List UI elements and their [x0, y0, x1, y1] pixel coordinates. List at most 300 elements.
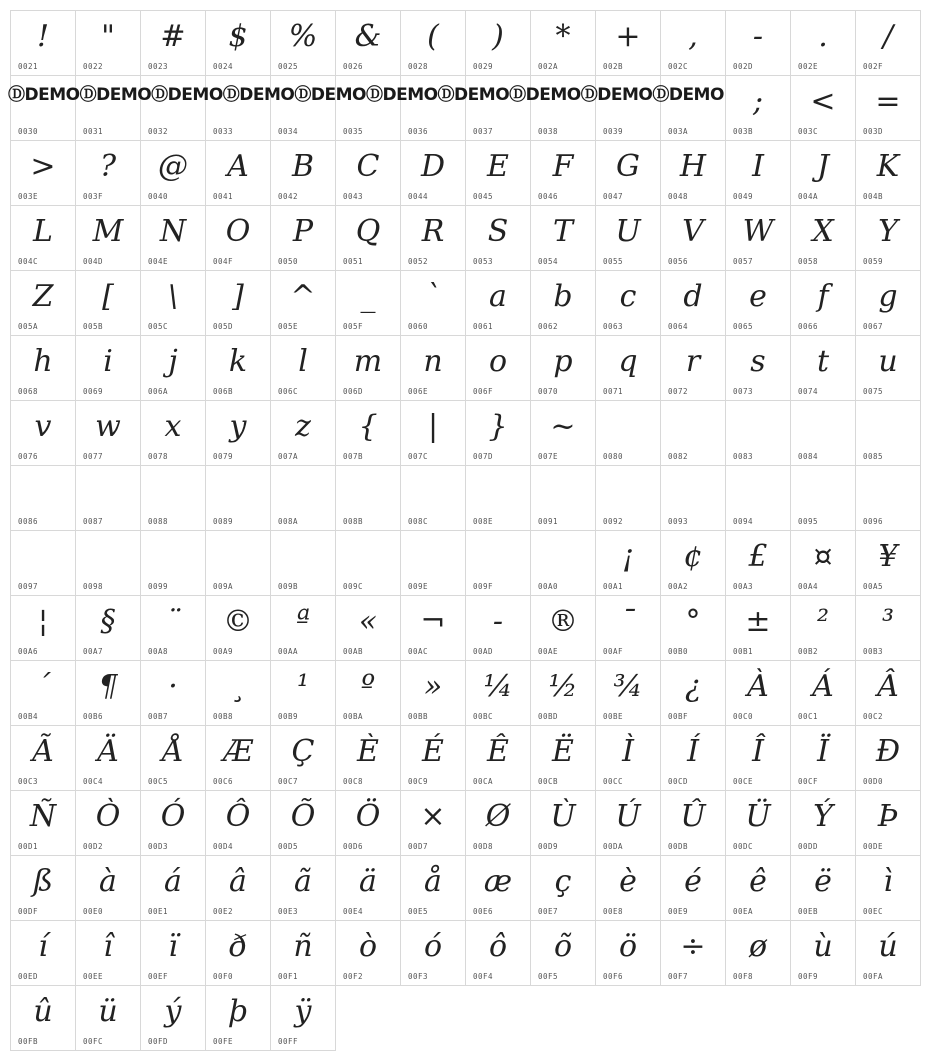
- glyph-codepoint: 00B1: [733, 647, 754, 656]
- glyph-sample: Q: [355, 214, 381, 249]
- glyph-cell: [725, 140, 791, 206]
- glyph-codepoint: 0065: [733, 322, 754, 331]
- glyph-sample: \: [167, 279, 179, 314]
- glyph-sample: r: [685, 344, 701, 379]
- glyph-codepoint: 00DF: [18, 907, 39, 916]
- glyph-cell: [205, 335, 271, 401]
- glyph-cell: [270, 75, 336, 141]
- glyph-codepoint: 0041: [213, 192, 234, 201]
- glyph-codepoint: 0076: [18, 452, 39, 461]
- glyph-cell: [75, 75, 141, 141]
- glyph-cell: [660, 530, 726, 596]
- glyph-cell: [465, 725, 531, 791]
- glyph-cell: [595, 75, 661, 141]
- glyph-cell: [10, 985, 76, 1051]
- glyph-sample: D: [420, 149, 446, 184]
- glyph-sample: A: [227, 149, 249, 184]
- glyph-cell: [855, 75, 921, 141]
- glyph-cell: [205, 465, 271, 531]
- glyph-cell: [140, 205, 206, 271]
- glyph-codepoint: 0037: [473, 127, 494, 136]
- glyph-codepoint: 0083: [733, 452, 754, 461]
- glyph-codepoint: 0049: [733, 192, 754, 201]
- glyph-cell: [335, 465, 401, 531]
- glyph-cell: [790, 660, 856, 726]
- glyph-sample: t: [816, 344, 830, 379]
- glyph-codepoint: 0023: [148, 62, 169, 71]
- glyph-cell: [270, 660, 336, 726]
- glyph-cell: [465, 140, 531, 206]
- glyph-cell: [75, 140, 141, 206]
- glyph-codepoint: 0096: [863, 517, 884, 526]
- glyph-codepoint: 003E: [18, 192, 39, 201]
- glyph-cell: [530, 725, 596, 791]
- glyph-sample: Ã: [32, 734, 54, 769]
- glyph-cell: [725, 530, 791, 596]
- glyph-sample: h: [33, 344, 53, 379]
- glyph-cell: [335, 335, 401, 401]
- glyph-sample: Ï: [817, 734, 829, 769]
- glyph-sample: £: [748, 539, 768, 574]
- glyph-codepoint: 00C0: [733, 712, 754, 721]
- glyph-sample: »: [423, 669, 443, 704]
- glyph-codepoint: 0068: [18, 387, 39, 396]
- glyph-sample: ç: [554, 864, 572, 899]
- glyph-cell: [790, 530, 856, 596]
- glyph-codepoint: 00D4: [213, 842, 234, 851]
- glyph-codepoint: 0072: [668, 387, 689, 396]
- glyph-codepoint: 007E: [538, 452, 559, 461]
- glyph-cell: [335, 400, 401, 466]
- glyph-cell: [595, 660, 661, 726]
- glyph-sample: c: [619, 279, 637, 314]
- glyph-sample: à: [99, 864, 117, 899]
- glyph-codepoint: 0066: [798, 322, 819, 331]
- glyph-cell: [465, 530, 531, 596]
- glyph-codepoint: 0085: [863, 452, 884, 461]
- glyph-cell: [660, 595, 726, 661]
- glyph-cell: [790, 725, 856, 791]
- glyph-sample: Ñ: [29, 799, 57, 834]
- glyph-codepoint: 0080: [603, 452, 624, 461]
- glyph-sample: l: [298, 344, 308, 379]
- glyph-cell: [205, 595, 271, 661]
- glyph-sample: b: [553, 279, 573, 314]
- glyph-sample: N: [159, 214, 187, 249]
- glyph-cell: [595, 855, 661, 921]
- glyph-codepoint: 00FB: [18, 1037, 39, 1046]
- glyph-cell: [335, 205, 401, 271]
- glyph-codepoint: 00D2: [83, 842, 104, 851]
- glyph-cell: [140, 920, 206, 986]
- glyph-sample: Ü: [745, 799, 771, 834]
- glyph-codepoint: 00A6: [18, 647, 39, 656]
- glyph-cell: [465, 920, 531, 986]
- glyph-codepoint: 0044: [408, 192, 429, 201]
- glyph-cell: [10, 10, 76, 76]
- glyph-codepoint: 00FC: [83, 1037, 104, 1046]
- glyph-cell: [400, 595, 466, 661]
- glyph-codepoint: 00BB: [408, 712, 429, 721]
- glyph-cell: [855, 205, 921, 271]
- glyph-codepoint: 006F: [473, 387, 494, 396]
- glyph-sample: Ý: [813, 799, 833, 834]
- glyph-codepoint: 005F: [343, 322, 364, 331]
- glyph-codepoint: 002C: [668, 62, 689, 71]
- glyph-sample: Û: [680, 799, 706, 834]
- glyph-sample: É: [422, 734, 444, 769]
- glyph-cell: [465, 205, 531, 271]
- glyph-cell: [465, 595, 531, 661]
- glyph-cell: [10, 140, 76, 206]
- glyph-cell: [205, 75, 271, 141]
- glyph-sample: v: [34, 409, 52, 444]
- glyph-codepoint: 00A4: [798, 582, 819, 591]
- glyph-codepoint: 00F6: [603, 972, 624, 981]
- glyph-cell: [75, 725, 141, 791]
- glyph-sample: X: [812, 214, 834, 249]
- glyph-sample: Î: [752, 734, 764, 769]
- glyph-codepoint: 003F: [83, 192, 104, 201]
- glyph-codepoint: 0053: [473, 257, 494, 266]
- glyph-cell: [270, 10, 336, 76]
- glyph-cell: [855, 140, 921, 206]
- glyph-codepoint: 00DE: [863, 842, 884, 851]
- glyph-sample: ¹: [296, 669, 310, 704]
- glyph-cell: [465, 10, 531, 76]
- glyph-codepoint: 00E7: [538, 907, 559, 916]
- glyph-sample: ö: [618, 929, 638, 964]
- glyph-codepoint: 00B3: [863, 647, 884, 656]
- glyph-codepoint: 0025: [278, 62, 299, 71]
- glyph-cell: [790, 335, 856, 401]
- glyph-codepoint: 00C8: [343, 777, 364, 786]
- glyph-cell: [10, 75, 76, 141]
- glyph-sample: ¿: [684, 669, 702, 704]
- glyph-cell: [530, 335, 596, 401]
- glyph-sample: a: [489, 279, 507, 314]
- glyph-sample: T: [552, 214, 573, 249]
- glyph-cell: [335, 920, 401, 986]
- glyph-sample: k: [228, 344, 248, 379]
- glyph-cell: [595, 205, 661, 271]
- glyph-codepoint: 003B: [733, 127, 754, 136]
- glyph-codepoint: 0061: [473, 322, 494, 331]
- glyph-codepoint: 007B: [343, 452, 364, 461]
- glyph-sample: È: [357, 734, 379, 769]
- glyph-sample: å: [424, 864, 442, 899]
- glyph-cell: [205, 660, 271, 726]
- glyph-sample: §: [100, 604, 116, 639]
- glyph-sample: I: [752, 149, 764, 184]
- glyph-codepoint: 00E4: [343, 907, 364, 916]
- glyph-sample: ¸: [230, 669, 246, 704]
- glyph-codepoint: 00D9: [538, 842, 559, 851]
- glyph-sample: Ö: [355, 799, 381, 834]
- glyph-sample: ì: [883, 864, 893, 899]
- glyph-cell: [75, 660, 141, 726]
- glyph-cell: [660, 725, 726, 791]
- glyph-sample: *: [555, 19, 571, 54]
- glyph-sample: ´: [35, 669, 51, 704]
- glyph-codepoint: 0070: [538, 387, 559, 396]
- glyph-codepoint: 0071: [603, 387, 624, 396]
- glyph-sample: ü: [98, 994, 118, 1029]
- glyph-cell: [10, 270, 76, 336]
- glyph-cell: [140, 595, 206, 661]
- glyph-codepoint: 005B: [83, 322, 104, 331]
- glyph-sample: B: [291, 149, 315, 184]
- glyph-codepoint: 00AF: [603, 647, 624, 656]
- glyph-sample: Ì: [622, 734, 634, 769]
- glyph-codepoint: 0038: [538, 127, 559, 136]
- glyph-codepoint: 0026: [343, 62, 364, 71]
- glyph-cell: [660, 855, 726, 921]
- glyph-cell: [10, 855, 76, 921]
- glyph-codepoint: 00A2: [668, 582, 689, 591]
- glyph-codepoint: 00AE: [538, 647, 559, 656]
- glyph-codepoint: 00D3: [148, 842, 169, 851]
- glyph-codepoint: 0079: [213, 452, 234, 461]
- glyph-codepoint: 0062: [538, 322, 559, 331]
- glyph-codepoint: 00E0: [83, 907, 104, 916]
- glyph-codepoint: 003D: [863, 127, 884, 136]
- glyph-codepoint: 0052: [408, 257, 429, 266]
- glyph-cell: [75, 270, 141, 336]
- glyph-sample: ª: [295, 604, 311, 639]
- glyph-codepoint: 0094: [733, 517, 754, 526]
- glyph-sample: x: [164, 409, 182, 444]
- glyph-sample: S: [487, 214, 509, 249]
- glyph-sample: `: [425, 279, 441, 314]
- glyph-cell: [75, 920, 141, 986]
- glyph-codepoint: 0063: [603, 322, 624, 331]
- glyph-codepoint: 0077: [83, 452, 104, 461]
- glyph-sample: U: [615, 214, 641, 249]
- glyph-cell: [725, 920, 791, 986]
- glyph-codepoint: 0073: [733, 387, 754, 396]
- glyph-sample: º: [360, 669, 376, 704]
- glyph-cell: [465, 400, 531, 466]
- glyph-codepoint: 0045: [473, 192, 494, 201]
- glyph-sample: ®: [548, 604, 578, 639]
- glyph-codepoint: 006C: [278, 387, 299, 396]
- glyph-cell: [10, 595, 76, 661]
- glyph-sample: ÷: [680, 929, 706, 964]
- glyph-sample: R: [421, 214, 445, 249]
- glyph-cell: [75, 400, 141, 466]
- glyph-codepoint: 00C2: [863, 712, 884, 721]
- glyph-codepoint: 0092: [603, 517, 624, 526]
- glyph-cell: [465, 270, 531, 336]
- glyph-cell: [660, 75, 726, 141]
- glyph-sample: ¯: [620, 604, 636, 639]
- glyph-codepoint: 0030: [18, 127, 39, 136]
- glyph-sample: þ: [228, 994, 248, 1029]
- glyph-codepoint: 0057: [733, 257, 754, 266]
- glyph-codepoint: 00FD: [148, 1037, 169, 1046]
- glyph-cell: [465, 335, 531, 401]
- glyph-sample: ý: [164, 994, 182, 1029]
- glyph-cell: [530, 920, 596, 986]
- glyph-sample: e: [749, 279, 767, 314]
- glyph-cell: [75, 855, 141, 921]
- glyph-sample: -: [752, 19, 764, 54]
- glyph-sample: «: [358, 604, 378, 639]
- glyph-sample: Ó: [160, 799, 186, 834]
- glyph-sample: n: [423, 344, 443, 379]
- glyph-sample: Ú: [615, 799, 641, 834]
- glyph-codepoint: 007C: [408, 452, 429, 461]
- glyph-cell: [855, 725, 921, 791]
- glyph-sample: Ê: [487, 734, 509, 769]
- glyph-codepoint: 00B8: [213, 712, 234, 721]
- glyph-codepoint: 0055: [603, 257, 624, 266]
- glyph-sample: O: [225, 214, 251, 249]
- glyph-sample: ¬: [420, 604, 446, 639]
- glyph-codepoint: 0024: [213, 62, 234, 71]
- glyph-cell: [400, 335, 466, 401]
- glyph-sample: H: [679, 149, 707, 184]
- glyph-sample: q: [618, 344, 638, 379]
- glyph-sample: ó: [423, 929, 443, 964]
- glyph-sample: g: [878, 279, 898, 314]
- glyph-codepoint: 00A8: [148, 647, 169, 656]
- glyph-codepoint: 00B2: [798, 647, 819, 656]
- glyph-sample: o: [488, 344, 508, 379]
- glyph-cell: [530, 595, 596, 661]
- glyph-codepoint: 0064: [668, 322, 689, 331]
- glyph-codepoint: 00A3: [733, 582, 754, 591]
- glyph-cell: [595, 140, 661, 206]
- glyph-codepoint: 0056: [668, 257, 689, 266]
- glyph-cell: [75, 790, 141, 856]
- glyph-cell: [855, 660, 921, 726]
- glyph-codepoint: 00C7: [278, 777, 299, 786]
- glyph-sample: Æ: [222, 734, 254, 769]
- glyph-codepoint: 00C3: [18, 777, 39, 786]
- glyph-codepoint: 0022: [83, 62, 104, 71]
- glyph-codepoint: 0069: [83, 387, 104, 396]
- glyph-cell: [205, 400, 271, 466]
- glyph-cell: [270, 595, 336, 661]
- glyph-cell: [205, 205, 271, 271]
- glyph-cell: [140, 270, 206, 336]
- glyph-codepoint: 00CF: [798, 777, 819, 786]
- glyph-sample: -: [492, 604, 504, 639]
- glyph-codepoint: 00B0: [668, 647, 689, 656]
- glyph-codepoint: 0033: [213, 127, 234, 136]
- glyph-codepoint: 005D: [213, 322, 234, 331]
- glyph-cell: [205, 920, 271, 986]
- glyph-cell: [790, 205, 856, 271]
- glyph-cell: [205, 270, 271, 336]
- glyph-codepoint: 00DD: [798, 842, 819, 851]
- glyph-sample: ¼: [483, 669, 513, 704]
- glyph-sample: ô: [488, 929, 508, 964]
- glyph-cell: [10, 335, 76, 401]
- glyph-codepoint: 0098: [83, 582, 104, 591]
- glyph-codepoint: 0091: [538, 517, 559, 526]
- glyph-codepoint: 004F: [213, 257, 234, 266]
- glyph-cell: [140, 75, 206, 141]
- glyph-sample: F: [552, 149, 574, 184]
- glyph-sample: ¦: [37, 604, 49, 639]
- glyph-sample: Y: [878, 214, 898, 249]
- glyph-cell: [790, 400, 856, 466]
- glyph-cell: [660, 465, 726, 531]
- glyph-sample: =: [875, 84, 901, 119]
- glyph-codepoint: 0042: [278, 192, 299, 201]
- glyph-codepoint: 002B: [603, 62, 624, 71]
- glyph-codepoint: 00DA: [603, 842, 624, 851]
- glyph-cell: [400, 855, 466, 921]
- glyph-sample: s: [750, 344, 766, 379]
- glyph-codepoint: 00CC: [603, 777, 624, 786]
- glyph-cell: [335, 790, 401, 856]
- glyph-codepoint: 00F1: [278, 972, 299, 981]
- glyph-codepoint: 0043: [343, 192, 364, 201]
- glyph-cell: [465, 790, 531, 856]
- glyph-cell: [660, 205, 726, 271]
- glyph-codepoint: 005C: [148, 322, 169, 331]
- glyph-codepoint: 0059: [863, 257, 884, 266]
- glyph-sample: %: [288, 19, 318, 54]
- glyph-codepoint: 00AB: [343, 647, 364, 656]
- glyph-codepoint: 0058: [798, 257, 819, 266]
- glyph-sample: #: [160, 19, 186, 54]
- glyph-sample: ñ: [293, 929, 313, 964]
- glyph-cell: [660, 660, 726, 726]
- glyph-codepoint: 002E: [798, 62, 819, 71]
- glyph-codepoint: 006E: [408, 387, 429, 396]
- glyph-codepoint: 00E2: [213, 907, 234, 916]
- glyph-cell: [10, 205, 76, 271]
- glyph-cell: [465, 660, 531, 726]
- glyph-sample: ã: [294, 864, 312, 899]
- glyph-sample: Ô: [225, 799, 251, 834]
- glyph-sample: û: [33, 994, 53, 1029]
- glyph-codepoint: 008C: [408, 517, 429, 526]
- glyph-cell: [10, 790, 76, 856]
- glyph-sample: ê: [749, 864, 767, 899]
- glyph-codepoint: 0078: [148, 452, 169, 461]
- glyph-sample: +: [615, 19, 641, 54]
- glyph-sample: ,: [688, 19, 698, 54]
- glyph-cell: [400, 400, 466, 466]
- glyph-cell: [140, 660, 206, 726]
- glyph-cell: [465, 75, 531, 141]
- glyph-sample: ;: [752, 84, 764, 119]
- glyph-codepoint: 004C: [18, 257, 39, 266]
- glyph-codepoint: 00EB: [798, 907, 819, 916]
- glyph-cell: [465, 465, 531, 531]
- glyph-cell: [140, 465, 206, 531]
- glyph-codepoint: 0093: [668, 517, 689, 526]
- glyph-sample: V: [682, 214, 704, 249]
- glyph-codepoint: 00A0: [538, 582, 559, 591]
- glyph-cell: [530, 10, 596, 76]
- glyph-cell: [10, 920, 76, 986]
- glyph-sample: Ò: [95, 799, 121, 834]
- glyph-sample: ò: [358, 929, 378, 964]
- glyph-codepoint: 0046: [538, 192, 559, 201]
- glyph-codepoint: 00AC: [408, 647, 429, 656]
- glyph-cell: [205, 855, 271, 921]
- glyph-codepoint: 0067: [863, 322, 884, 331]
- glyph-cell: [270, 920, 336, 986]
- glyph-cell: [10, 465, 76, 531]
